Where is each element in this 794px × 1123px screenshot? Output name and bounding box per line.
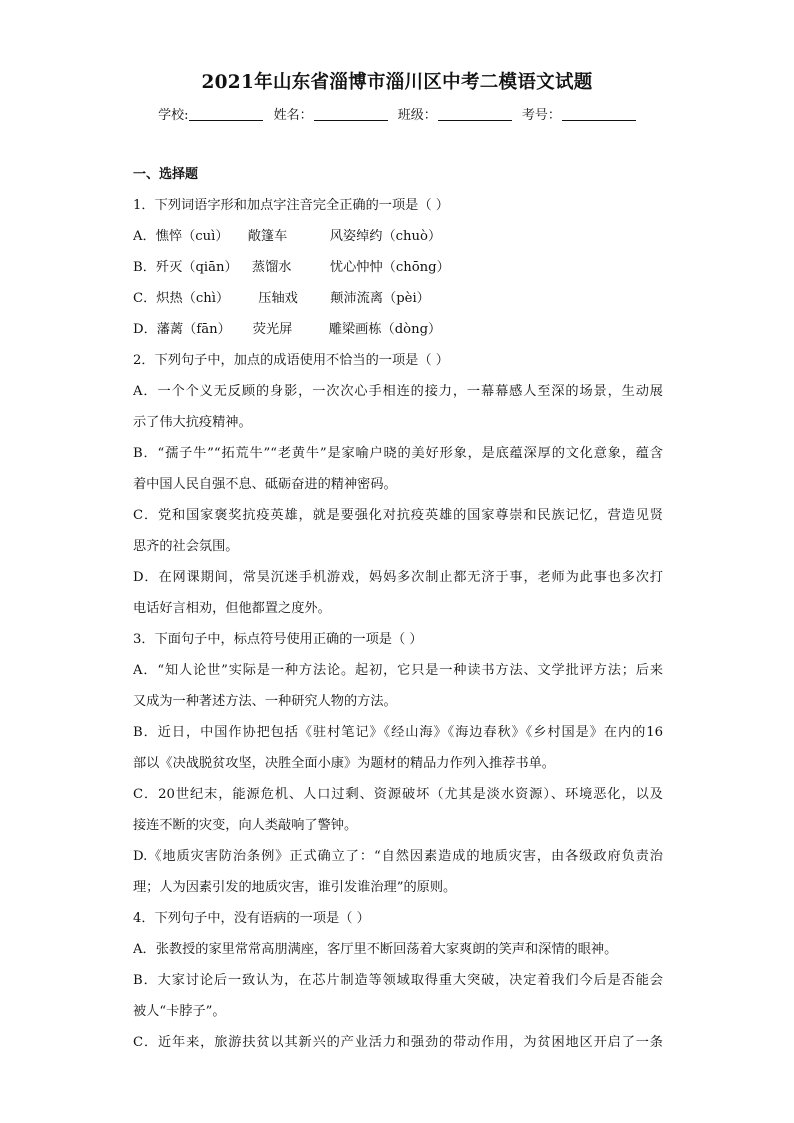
q1-option-c: C．炽热（chì） 压轴戏 颠沛流离（pèi）	[133, 291, 430, 306]
exam-number-field[interactable]: 考号：	[522, 104, 636, 123]
q2-option-c-line1: C．党和国家褒奖抗疫英雄，就是要强化对抗疫英雄的国家尊崇和民族记忆，营造见贤	[133, 508, 663, 523]
q3-option-d-line2: 理；人为因素引发的地质灾害，谁引发谁治理”的原则。	[133, 880, 457, 895]
q3-option-b-line2: 部以《决战脱贫攻坚，决胜全面小康》为题材的精品力作列入推荐书单。	[133, 756, 555, 771]
q3-option-b-line1: B．近日，中国作协把包括《驻村笔记》《经山海》《海边春秋》《乡村国是》在内的16	[133, 725, 663, 740]
exam-number-blank[interactable]	[562, 108, 636, 121]
question-4-stem: 4．下列句子中，没有语病的一项是（ ）	[133, 911, 370, 926]
q1-option-d: D．藩蓠（fān） 荧光屏 雕梁画栋（dòng）	[133, 322, 442, 337]
q3-option-c-line1: C．20世纪末，能源危机、人口过剩、资源破坏（尤其是淡水资源）、环境恶化，以及	[133, 787, 663, 802]
question-3-stem: 3．下面句子中，标点符号使用正确的一项是（ ）	[133, 632, 423, 647]
q3-option-d-line1: D.《地质灾害防治条例》正式确立了：“自然因素造成的地质灾害，由各级政府负责治	[133, 849, 663, 864]
q2-option-a-line2: 示了伟大抗疫精神。	[133, 415, 252, 430]
q1-option-a: A．憔悴（cuì） 敞篷车 风姿绰约（chuò）	[133, 229, 442, 244]
q4-option-b-line2: 被人“卡脖子”。	[133, 1004, 226, 1019]
exam-body	[133, 164, 663, 1058]
q4-option-c-line1: C．近年来，旅游扶贫以其新兴的产业活力和强劲的带动作用，为贫困地区开启了一条	[133, 1035, 663, 1050]
q3-option-a-line1: A．“知人论世”实际是一种方法论。起初，它只是一种读书方法、文学批评方法；后来	[133, 663, 663, 678]
q2-option-c-line2: 思齐的社会氛围。	[133, 539, 239, 554]
question-1-stem: 1．下列词语字形和加点字注音完全正确的一项是（ ）	[133, 198, 449, 213]
name-blank[interactable]	[314, 108, 388, 121]
q2-option-b-line2: 着中国人民自强不息、砥砺奋进的精神密码。	[133, 477, 397, 492]
class-blank[interactable]	[438, 108, 512, 121]
student-info-row	[0, 104, 794, 123]
section-heading: 一、选择题	[133, 167, 199, 182]
school-field[interactable]: 学校:	[158, 104, 263, 123]
q2-option-a-line1: A．一个个义无反顾的身影，一次次心手相连的接力，一幕幕感人至深的场景，生动展	[133, 384, 663, 399]
q3-option-a-line2: 又成为一种著述方法、一种研究人物的方法。	[133, 694, 397, 709]
q4-option-a: A．张教授的家里常常高朋满座，客厅里不断回荡着大家爽朗的笑声和深情的眼神。	[133, 942, 618, 957]
q4-option-b-line1: B．大家讨论后一致认为，在芯片制造等领域取得重大突破，决定着我们今后是否能会	[133, 973, 663, 988]
question-2-stem: 2．下列句子中，加点的成语使用不恰当的一项是（ ）	[133, 353, 449, 368]
exam-title: 2021年山东省淄博市淄川区中考二模语文试题	[201, 72, 593, 93]
name-field[interactable]: 姓名：	[274, 104, 388, 123]
class-field[interactable]: 班级：	[398, 104, 512, 123]
school-blank[interactable]	[189, 108, 263, 121]
q2-option-d-line2: 电话好言相劝，但他都置之度外。	[133, 601, 331, 616]
q2-option-d-line1: D．在网课期间，常昊沉迷手机游戏，妈妈多次制止都无济于事，老师为此事也多次打	[133, 570, 663, 585]
q3-option-c-line2: 接连不断的灾变，向人类敲响了警钟。	[133, 818, 358, 833]
q1-option-b: B．歼灭（qiān） 蒸馏水 忧心忡忡（chōng）	[133, 260, 450, 275]
q2-option-b-line1: B．“孺子牛”“拓荒牛”“老黄牛”是家喻户晓的美好形象，是底蕴深厚的文化意象，蕴含	[133, 446, 663, 461]
